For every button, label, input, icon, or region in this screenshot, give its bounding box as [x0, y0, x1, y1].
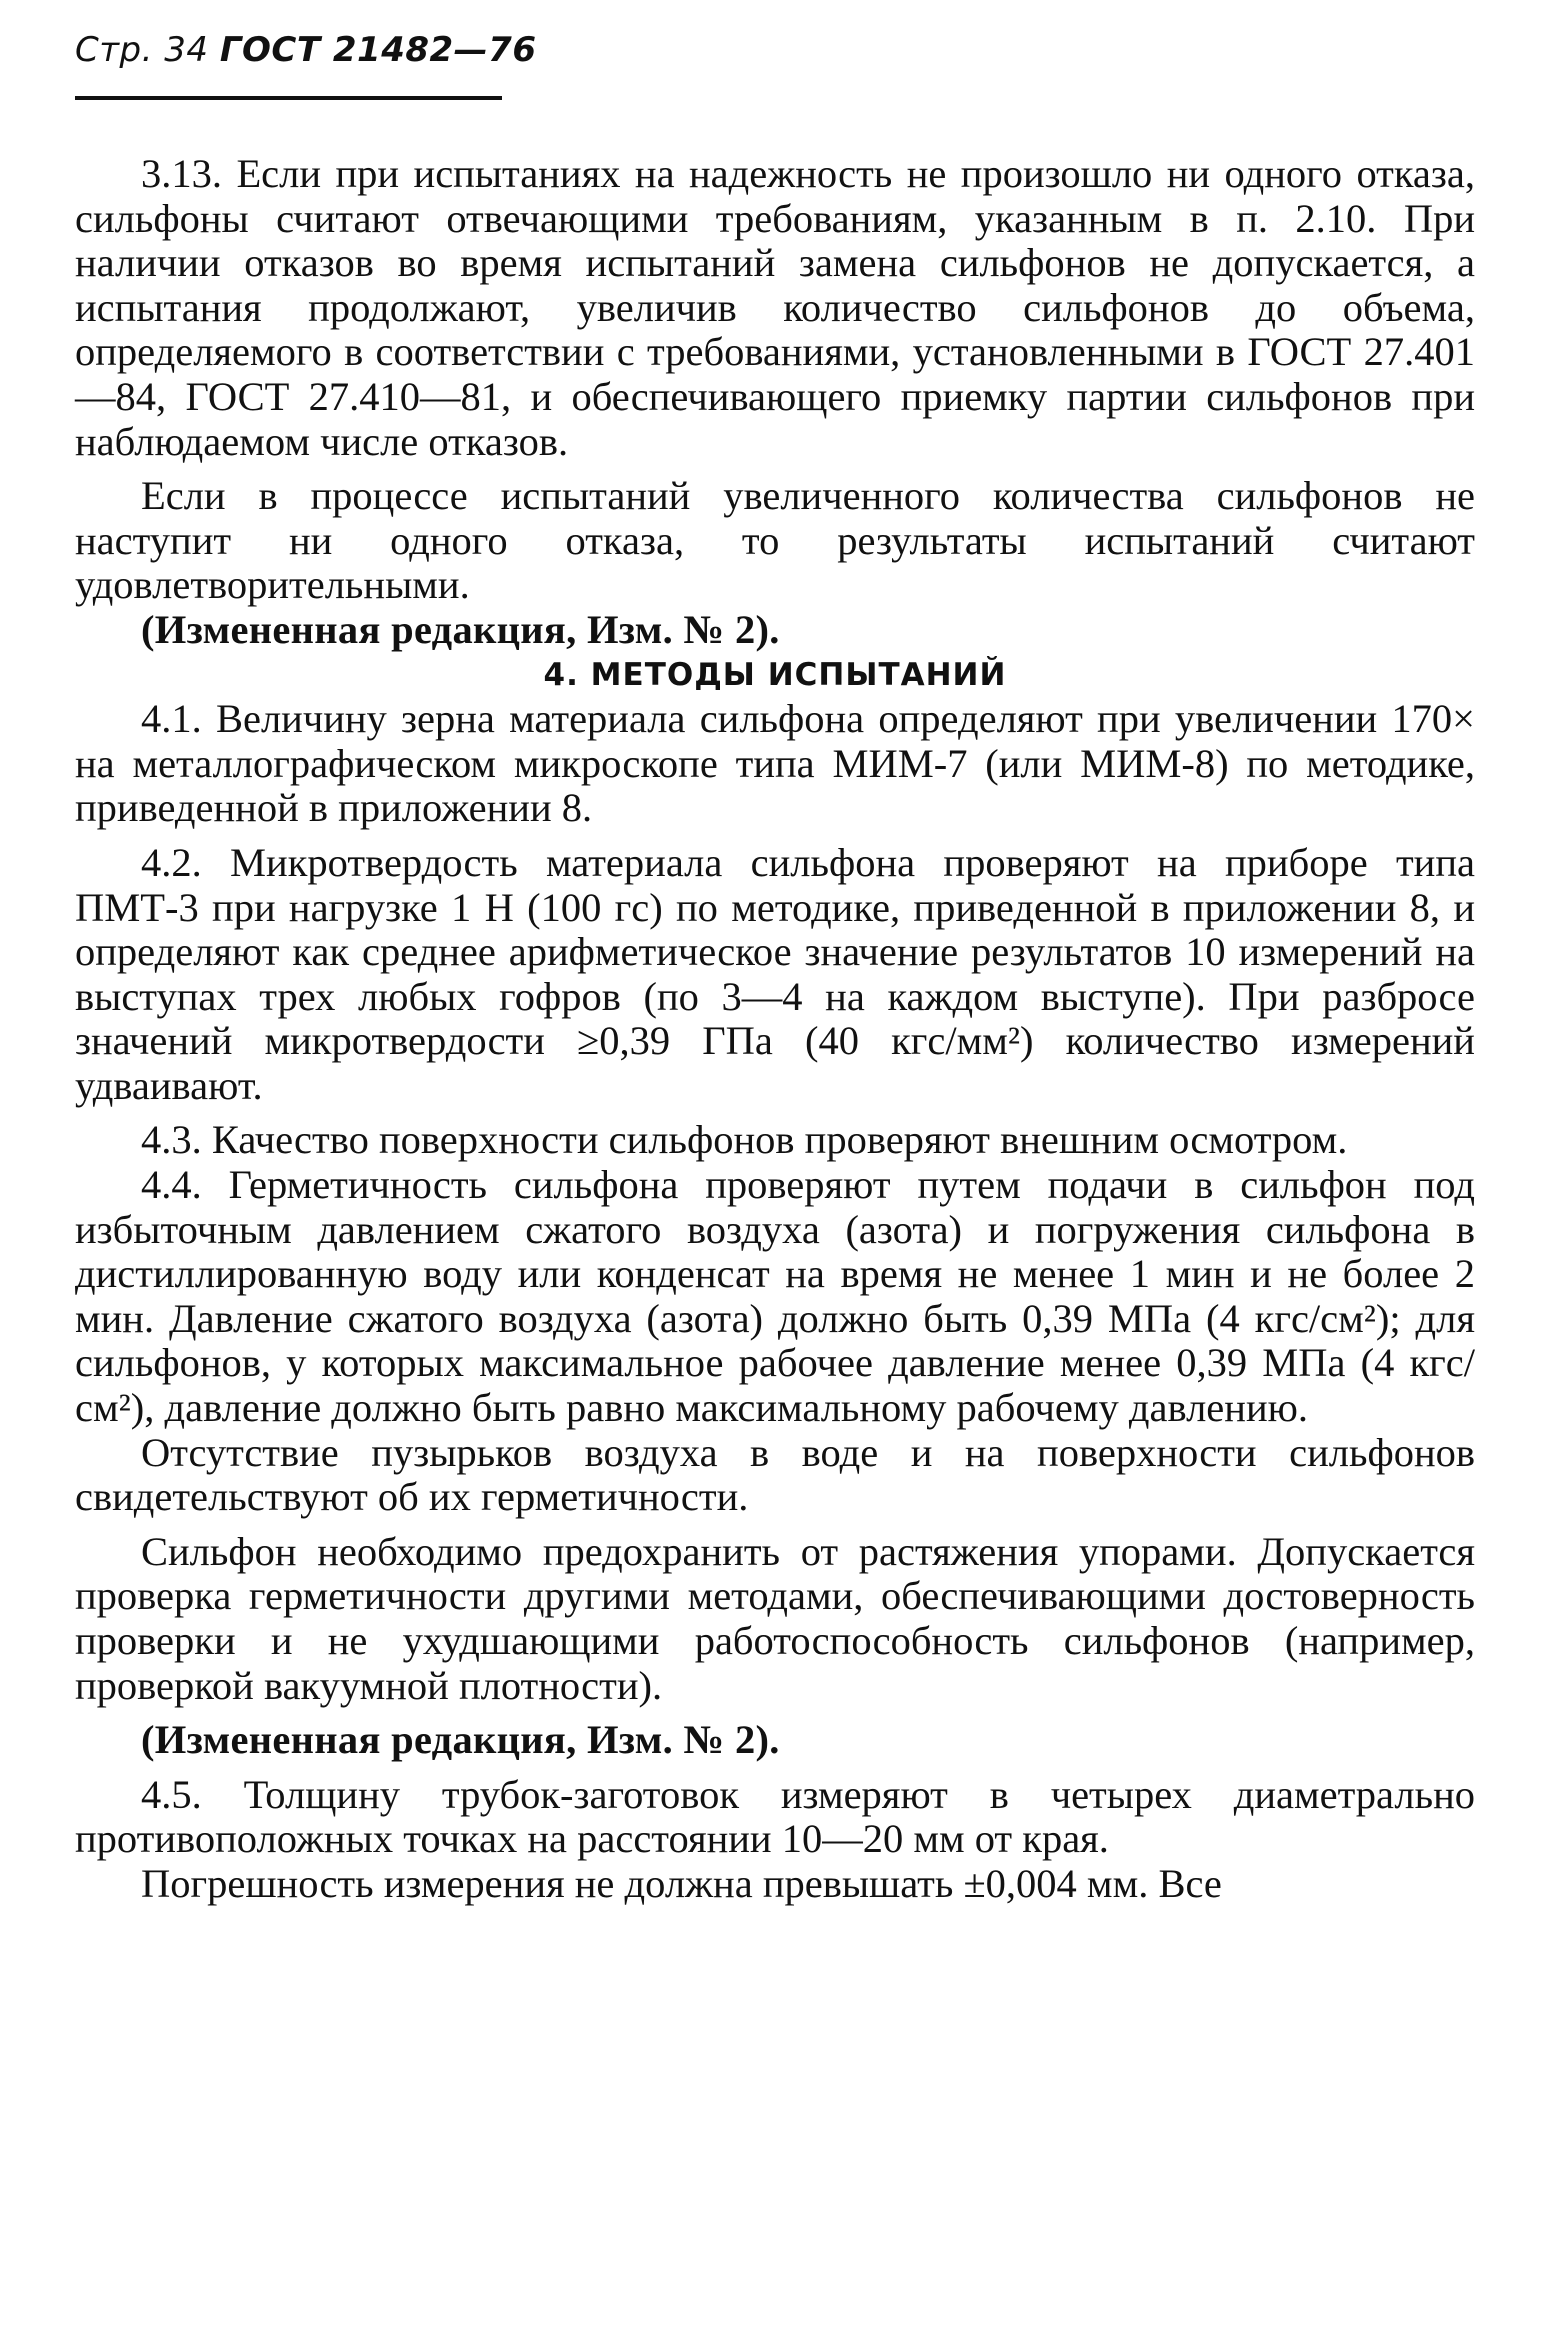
document-label: ГОСТ 21482—76: [219, 30, 537, 70]
paragraph-3-13-continued: Если в процессе испытаний увеличенного количества сильфонов не наступит ни одного отказа, то результаты испытаний считают удовлетворительными.: [75, 473, 1475, 608]
paragraph-4-2: 4.2. Микротвердость материала сильфона проверяют на приборе типа ПМТ-3 при нагрузке 1 Н (100 гс) по методике, приведенной в приложении 8, и определяют как среднее арифметическое значение результатов 10 измерений на выступах трех любых гофров (по 3—4 на каждом выступе). При разбросе значений микротвердости ≥0,39 ГПа (40 кгс/мм²) количество измерений удваивают.: [75, 839, 1475, 1108]
paragraph-4-4-continued: Отсутствие пузырьков воздуха в воде и на поверхности сильфонов свидетельствуют об их герметичности.: [75, 1429, 1475, 1520]
paragraph-4-4: 4.4. Герметичность сильфона проверяют путем подачи в сильфон под избыточным давлением сжатого воздуха (азота) и погружения сильфона в дистиллированную воду или конденсат на время не менее 1 мин и не более 2 мин. Давление сжатого воздуха (азота) должно быть 0,39 МПа (4 кгс/см²); для сильфонов, у которых максимальное рабочее давление менее 0,39 МПа (4 кгс/см²), давление должно быть равно максимальному рабочему давлению.: [75, 1162, 1475, 1431]
paragraph-3-13: 3.13. Если при испытаниях на надежность не произошло ни одного отказа, сильфоны считают отвечающими требованиям, указанным в п. 2.10. При наличии отказов во время испытаний замена сильфонов не допускается, а испытания продолжают, увеличив количество сильфонов до объема, определяемого в соответствии с требованиями, установленными в ГОСТ 27.401—84, ГОСТ 27.410—81, и обеспечивающего приемку партии сильфонов при наблюдаемом числе отказов.: [75, 151, 1475, 464]
edition-note: (Измененная редакция, Изм. № 2).: [141, 606, 780, 652]
page-label: Стр. 34: [75, 30, 209, 70]
edition-note-2: (Измененная редакция, Изм. № 2).: [141, 1717, 780, 1763]
paragraph-4-5: 4.5. Толщину трубок-заготовок измеряют в четырех диаметрально противоположных точках на расстоянии 10—20 мм от края.: [75, 1771, 1475, 1862]
paragraph-4-1: 4.1. Величину зерна материала сильфона определяют при увеличении 170× на металлографическом микроскопе типа МИМ-7 (или МИМ-8) по методике, приведенной в приложении 8.: [75, 696, 1475, 831]
section-title: 4. МЕТОДЫ ИСПЫТАНИЙ: [543, 656, 1007, 693]
running-head: [75, 30, 536, 70]
paragraph-4-3: 4.3. Качество поверхности сильфонов проверяют внешним осмотром.: [141, 1117, 1348, 1163]
body-text: [75, 152, 1475, 1907]
paragraph-4-5-continued: Погрешность измерения не должна превышать ±0,004 мм. Все: [141, 1860, 1222, 1906]
paragraph-4-4-note: Сильфон необходимо предохранить от растяжения упорами. Допускается проверка герметичности другими методами, обеспечивающими достоверность проверки и не ухудшающими работоспособность сильфонов (например, проверкой вакуумной плотности).: [75, 1528, 1475, 1708]
header-rule: [75, 96, 502, 100]
